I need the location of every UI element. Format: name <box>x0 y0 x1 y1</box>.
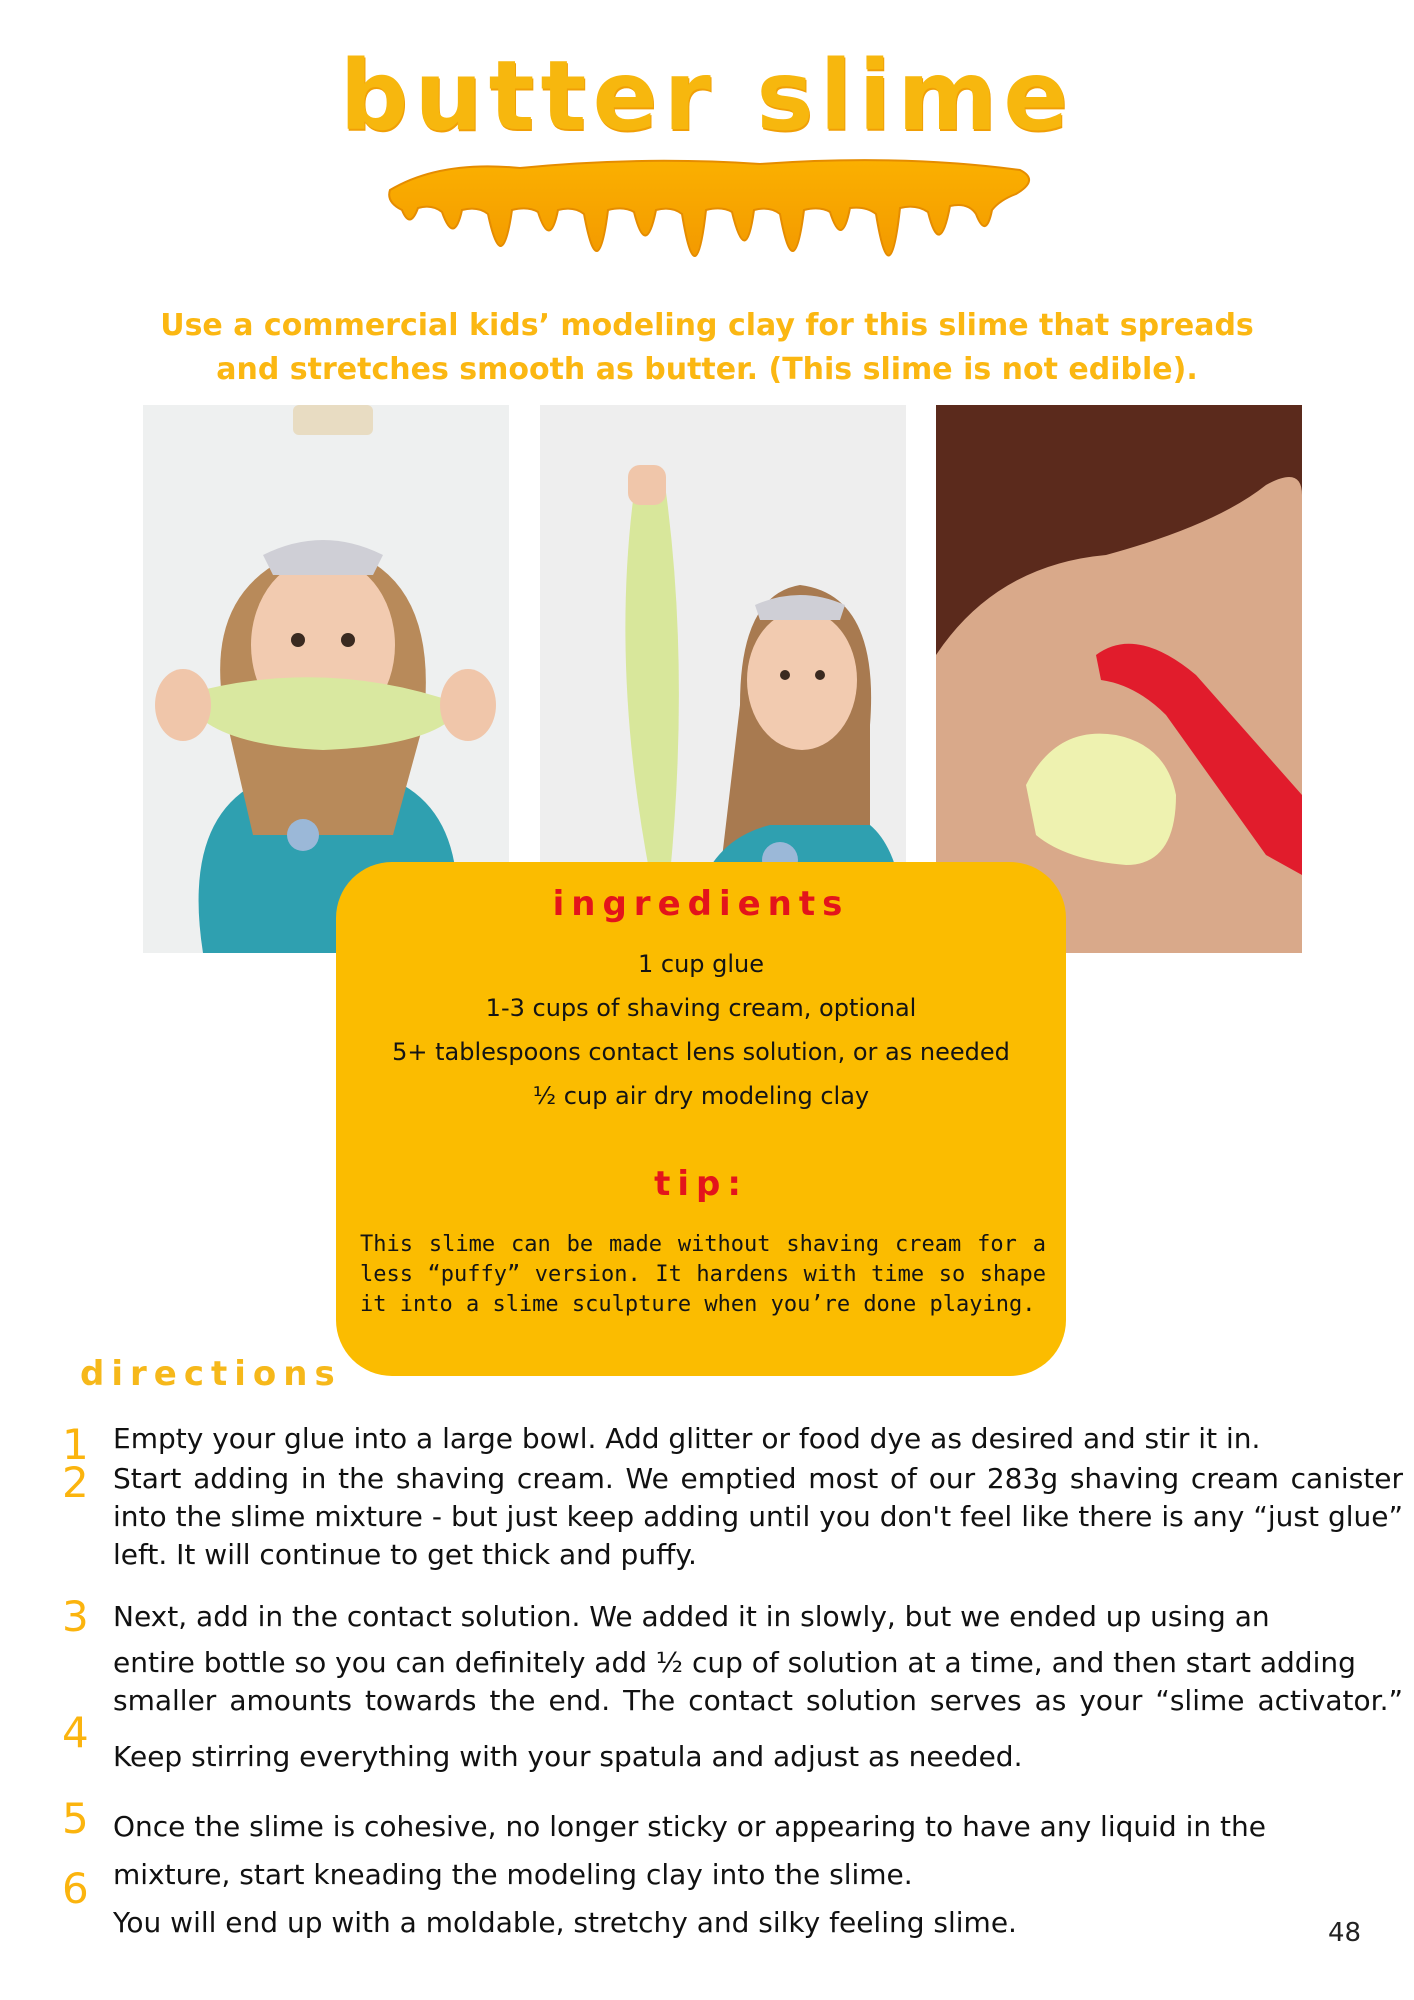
ingredients-card <box>336 862 1066 1376</box>
step-number: 2 <box>62 1458 89 1507</box>
direction-line: Start adding in the shaving cream. We emptied most of our 283g shaving cream canister <box>113 1462 1403 1495</box>
direction-line: Once the slime is cohesive, no longer sticky or appearing to have any liquid in the <box>113 1810 1266 1843</box>
intro-line: Use a commercial kids’ modeling clay for this slime that spreads <box>160 308 1254 343</box>
intro-line: and stretches smooth as butter. (This slime is not edible). <box>216 352 1198 387</box>
intro-text <box>120 304 1294 392</box>
step-number: 6 <box>62 1864 89 1913</box>
page-number: 48 <box>1328 1918 1362 1948</box>
tip-heading: tip: <box>654 1164 748 1204</box>
step-number: 5 <box>62 1794 89 1843</box>
ingredient-item: 1-3 cups of shaving cream, optional <box>485 994 917 1022</box>
direction-line: smaller amounts towards the end. The contact solution serves as your “slime activator.” <box>113 1684 1403 1717</box>
step-number: 1 <box>62 1420 89 1469</box>
page-title: butter slime <box>339 40 1075 152</box>
directions-heading: directions <box>80 1354 342 1394</box>
direction-line: You will end up with a moldable, stretchy and silky feeling slime. <box>113 1906 1017 1939</box>
tip-text: This slime can be made without shaving cream for a less “puffy” version. It hardens with time so shape it into a slime sculpture when you’re done playing. <box>360 1232 1046 1317</box>
direction-line: entire bottle so you can definitely add ½ cup of solution at a time, and then start adding <box>113 1646 1356 1679</box>
direction-line: Empty your glue into a large bowl. Add glitter or food dye as desired and stir it in. <box>113 1422 1261 1455</box>
step-number: 4 <box>62 1708 89 1757</box>
ingredients-heading: ingredients <box>552 884 850 924</box>
ingredient-item: 5+ tablespoons contact lens solution, or as needed <box>392 1038 1010 1066</box>
ingredient-item: ½ cup air dry modeling clay <box>532 1082 870 1110</box>
direction-line: mixture, start kneading the modeling clay into the slime. <box>113 1858 913 1891</box>
direction-line: left. It will continue to get thick and puffy. <box>113 1538 697 1571</box>
direction-line: into the slime mixture - but just keep adding until you don't feel like there is any “just glue” <box>113 1500 1403 1533</box>
slime-drip-graphic <box>380 150 1040 310</box>
direction-line: Keep stirring everything with your spatula and adjust as needed. <box>113 1740 1023 1773</box>
step-number: 3 <box>62 1592 89 1641</box>
direction-line: Next, add in the contact solution. We added it in slowly, but we ended up using an <box>113 1600 1270 1633</box>
ingredient-item: 1 cup glue <box>637 950 765 978</box>
